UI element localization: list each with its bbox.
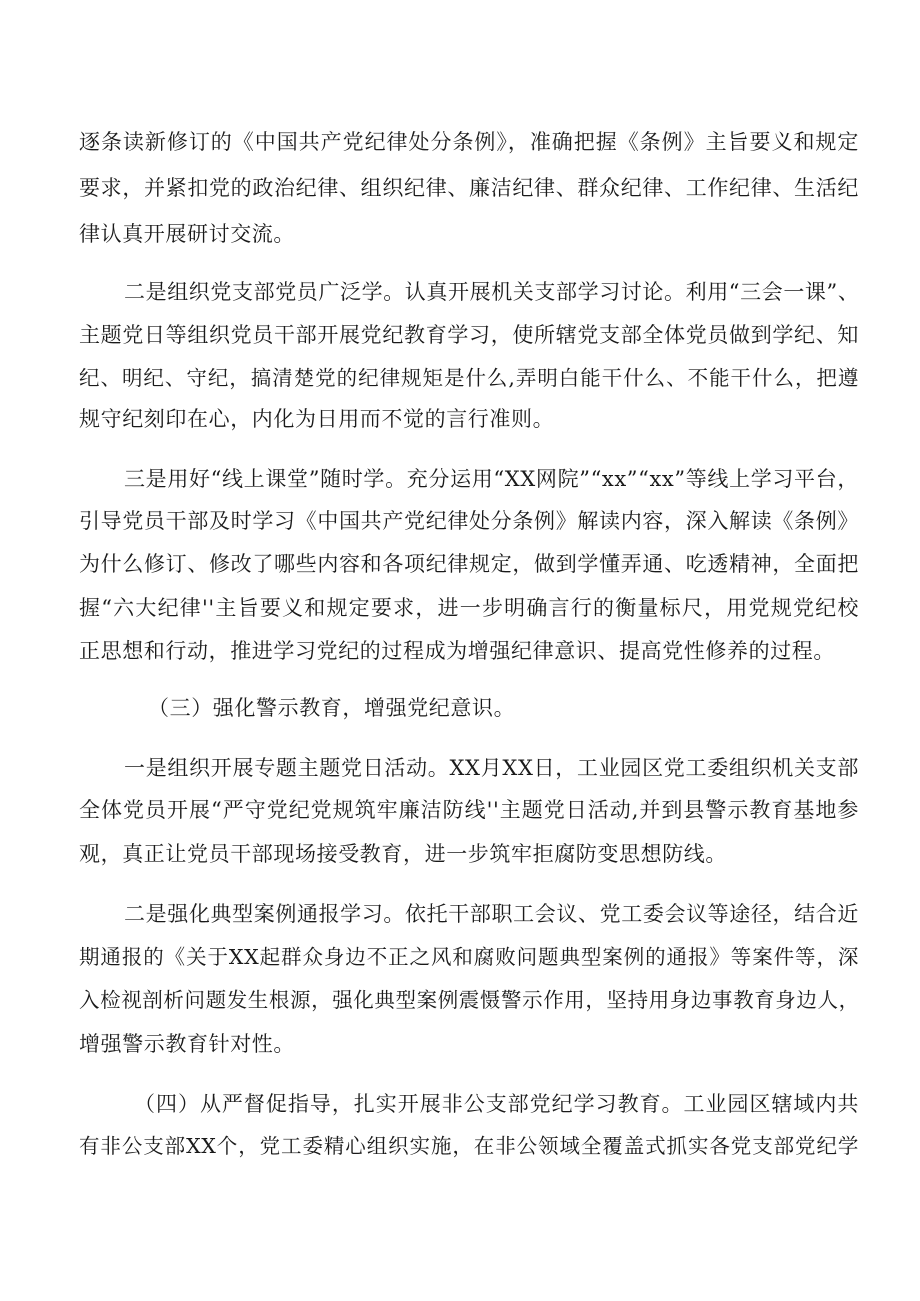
text-line: 观，真正让党员干部现场接受教育，进一步筑牢拒腐防变思想防线。 (79, 842, 727, 866)
text-line: 有非公支部XX个，党工委精心组织实施，在非公领域全覆盖式抓实各党支部党纪学 (79, 1134, 859, 1158)
text-line: 纪、明纪、守纪，搞清楚党的纪律规矩是什么,弄明白能干什么、不能干什么，把遵 (79, 366, 859, 390)
text-line: 正思想和行动，推进学习党纪的过程成为增强纪律意识、提高党性修养的过程。 (79, 639, 835, 663)
text-line: 一是组织开展专题主题党日活动。XX月XX日，工业园区党工委组织机关支部 (124, 756, 859, 780)
text-line: 逐条读新修订的《中国共产党纪律处分条例》，准确把握《条例》主旨要义和规定 (79, 130, 859, 154)
text-line: 引导党员干部及时学习《中国共产党纪律处分条例》解读内容，深入解读《条例》 (79, 509, 859, 533)
text-line: 入检视剖析问题发生根源，强化典型案例震慑警示作用，坚持用身边事教育身边人， (79, 988, 860, 1012)
text-line: 规守纪刻印在心，内化为日用而不觉的言行准则。 (79, 407, 555, 431)
text-line: 为什么修订、修改了哪些内容和各项纪律规定，做到学懂弄通、吃透精神，全面把 (79, 552, 859, 576)
section-heading: （三）强化警示教育，增强党纪意识。 (148, 696, 516, 720)
text-line: 二是强化典型案例通报学习。依托干部职工会议、党工委会议等途径，结合近 (124, 902, 859, 926)
text-line: 要求，并紧扣党的政治纪律、组织纪律、廉洁纪律、群众纪律、工作纪律、生活纪 (79, 176, 859, 200)
text-line: 期通报的《关于XX起群众身边不正之风和腐败问题典型案例的通报》等案件等，深 (79, 945, 859, 969)
text-line: 律认真开展研讨交流。 (79, 222, 295, 246)
section-heading-paragraph: （四）从严督促指导，扎实开展非公支部党纪学习教育。工业园区辖域内共 (134, 1092, 859, 1116)
text-line: 全体党员开展“严守党纪党规筑牢廉洁防线''主题党日活动,并到县警示教育基地参 (79, 798, 859, 822)
text-line: 主题党日等组织党员干部开展党纪教育学习，使所辖党支部全体党员做到学纪、知 (79, 323, 859, 347)
text-line: 二是组织党支部党员广泛学。认真开展机关支部学习讨论。利用“三会一课”、 (124, 280, 860, 304)
text-line: 三是用好“线上课堂”随时学。充分运用“XX网院”“xx”“xx”等线上学习平台， (124, 467, 859, 491)
text-line: 增强警示教育针对性。 (79, 1032, 295, 1056)
text-line: 握“六大纪律''主旨要义和规定要求，进一步明确言行的衡量标尺，用党规党纪校 (79, 596, 859, 620)
